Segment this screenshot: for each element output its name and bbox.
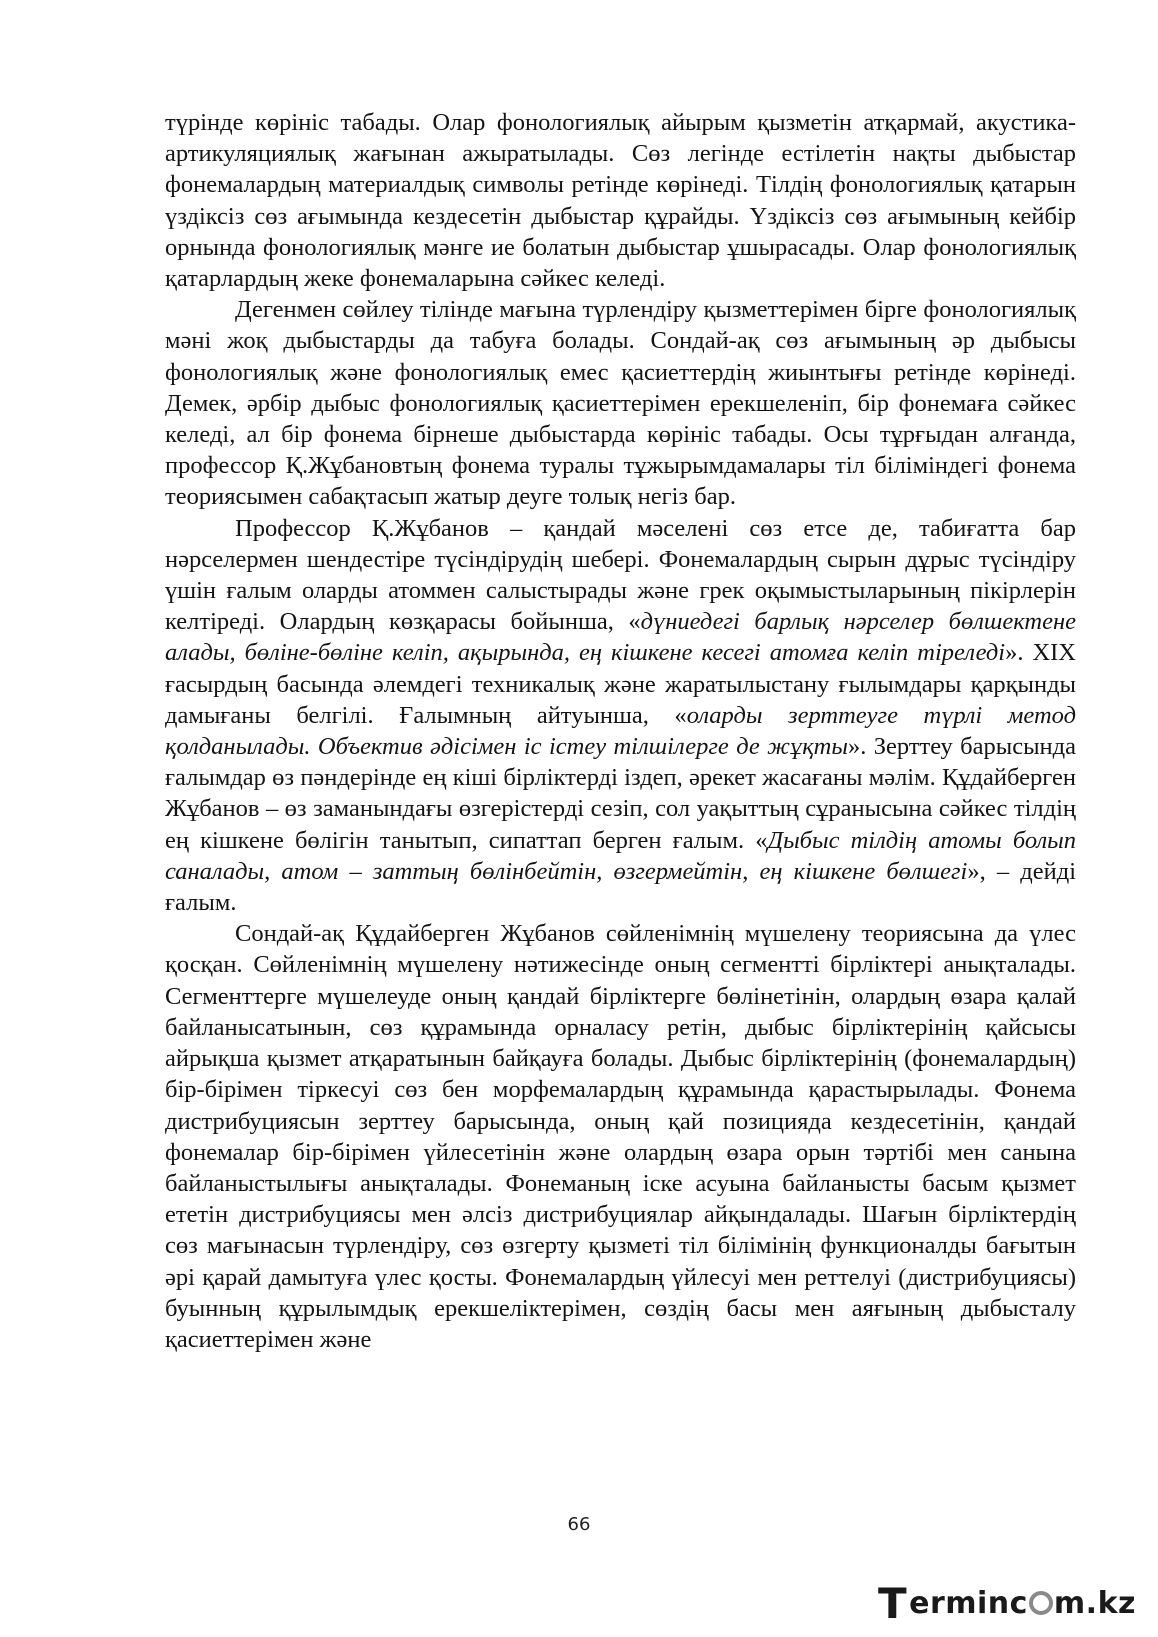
- quote-italic-text: Дыбыс тілдің атомы болып саналады, атом – заттың бөлінбейтін, өзгермейтін, ең кішкене бөлшегі: [165, 826, 1076, 885]
- paragraph-2: [165, 294, 1076, 512]
- termincom-watermark-logo: [878, 1577, 1136, 1629]
- paragraph-text: Профессор Қ.Жұбанов – қандай мәселені сөз етсе де, табиғатта бар нәрселермен шендестіре түсіндірудің шебері. Фонемалардың сырын дұрыс түсіндіру үшін ғалым оларды атоммен салыстырады және грек оқымыстыларының пікірлерін келтіреді. Олардың көзқарасы бойынша, «: [165, 514, 1076, 636]
- paragraph-text: түрінде көрініс табады. Олар фонологиялық айырым қызметін атқармай, акустика-артикуляциялық жағынан ажыратылады. Сөз легінде естілетін нақты дыбыстар фонемалардың материалдық символы ретінде көрінеді. Тілдің фонологиялық қатарын үздіксіз сөз ағымында кездесетін дыбыстар құрайды. Үздіксіз сөз ағымының кейбір орнында фонологиялық мәнге ие болатын дыбыстар ұшырасады. Олар фонологиялық қатарлардың жеке фонемаларына сәйкес келеді.: [165, 109, 1076, 293]
- paragraph-1: [165, 107, 1076, 294]
- paragraph-text: », – дейді ғалым.: [165, 857, 1076, 917]
- watermark-ring-icon: [1029, 1591, 1053, 1615]
- document-body: [165, 107, 1076, 1355]
- paragraph-4: [165, 918, 1076, 1355]
- quote-italic-text: оларды зерттеуге түрлі метод қолданылады. Объектив әдісімен іс істеу тілшілерге де жұқты: [165, 701, 1076, 761]
- paragraph-text: ». XIX ғасырдың басында әлемдегі техникалық және жаратылыстану ғылымдары қарқынды дамығаны белгілі. Ғалымның айтуынша, «: [165, 639, 1077, 729]
- paragraph-3: [165, 513, 1076, 919]
- paragraph-text: Сондай-ақ Құдайберген Жұбанов сөйленімнің мүшелену теориясына да үлес қосқан. Сөйленімнің мүшелену нәтижесінде оның сегментті бірліктері анықталады. Сегменттерге мүшелеуде оның қандай бірліктерге бөлінетінін, олардың өзара қалай байланысатынын, сөз құрамында орналасу ретін, дыбыс бірліктерінің қайсысы айрықша қызмет атқаратынын байқауға болады. Дыбыс бірліктерінің (фонемалардың) бір-бірімен тіркесуі сөз бен морфемалардың құрамында қарастырылады. Фонема дистрибуциясын зерттеу барысында, оның қай позицияда кездесетінін, қандай фонемалар бір-бірімен үйлесетінін және олардың өзара орын тәртібі мен санына байланыстылығы анықталады. Фонеманың іске асуына байланысты басым қызмет ететін дистрибуциясы мен әлсіз дистрибуциялар айқындалады. Шағын бірліктердің сөз мағынасын түрлендіру, сөз өзгерту қызметі тіл білімінің функционалды бағытын әрі қарай дамытуға үлес қосты. Фонемалардың үйлесуі мен реттелуі (дистрибуциясы) буынның құрылымдық ерекшеліктерімен, сөздің басы мен аяғының дыбысталу қасиеттерімен және: [165, 920, 1076, 1353]
- watermark-text-end: m.kz: [1053, 1585, 1136, 1621]
- page-number: 66: [567, 1514, 591, 1535]
- watermark-letter-t: T: [877, 1578, 908, 1628]
- paragraph-text: ». Зерттеу барысында ғалымдар өз пәндерінде ең кіші бірліктерді іздеп, әрекет жасағаны мәлім. Құдайберген Жұбанов – өз заманындағы өзгерістерді сезіп, сол уақыттың сұранысына сәйкес тілдің ең кішкене бөлігін танытып, сипаттап берген ғалым. «: [165, 733, 1077, 854]
- quote-italic-text: дүниедегі барлық нәрселер бөлшектене алады, бөліне-бөліне келіп, ақырында, ең кішкене кесегі атомға келіп тіреледі: [165, 608, 1076, 667]
- watermark-text-middle: erminc: [909, 1585, 1028, 1621]
- paragraph-text: Дегенмен сөйлеу тілінде мағына түрлендіру қызметтерімен бірге фонологиялық мәні жоқ дыбыстарды да табуға болады. Сондай-ақ сөз ағымының әр дыбысы фонологиялық және фонологиялық емес қасиеттердің жиынтығы ретінде көрінеді. Демек, әрбір дыбыс фонологиялық қасиеттерімен ерекшеленіп, бір фонемаға сәйкес келеді, ал бір фонема бірнеше дыбыстарда көрініс табады. Осы тұрғыдан алғанда, профессор Қ.Жұбановтың фонема туралы тұжырымдамалары тіл біліміндегі фонема теориясымен сабақтасып жатыр деуге толық негіз бар.: [165, 296, 1076, 511]
